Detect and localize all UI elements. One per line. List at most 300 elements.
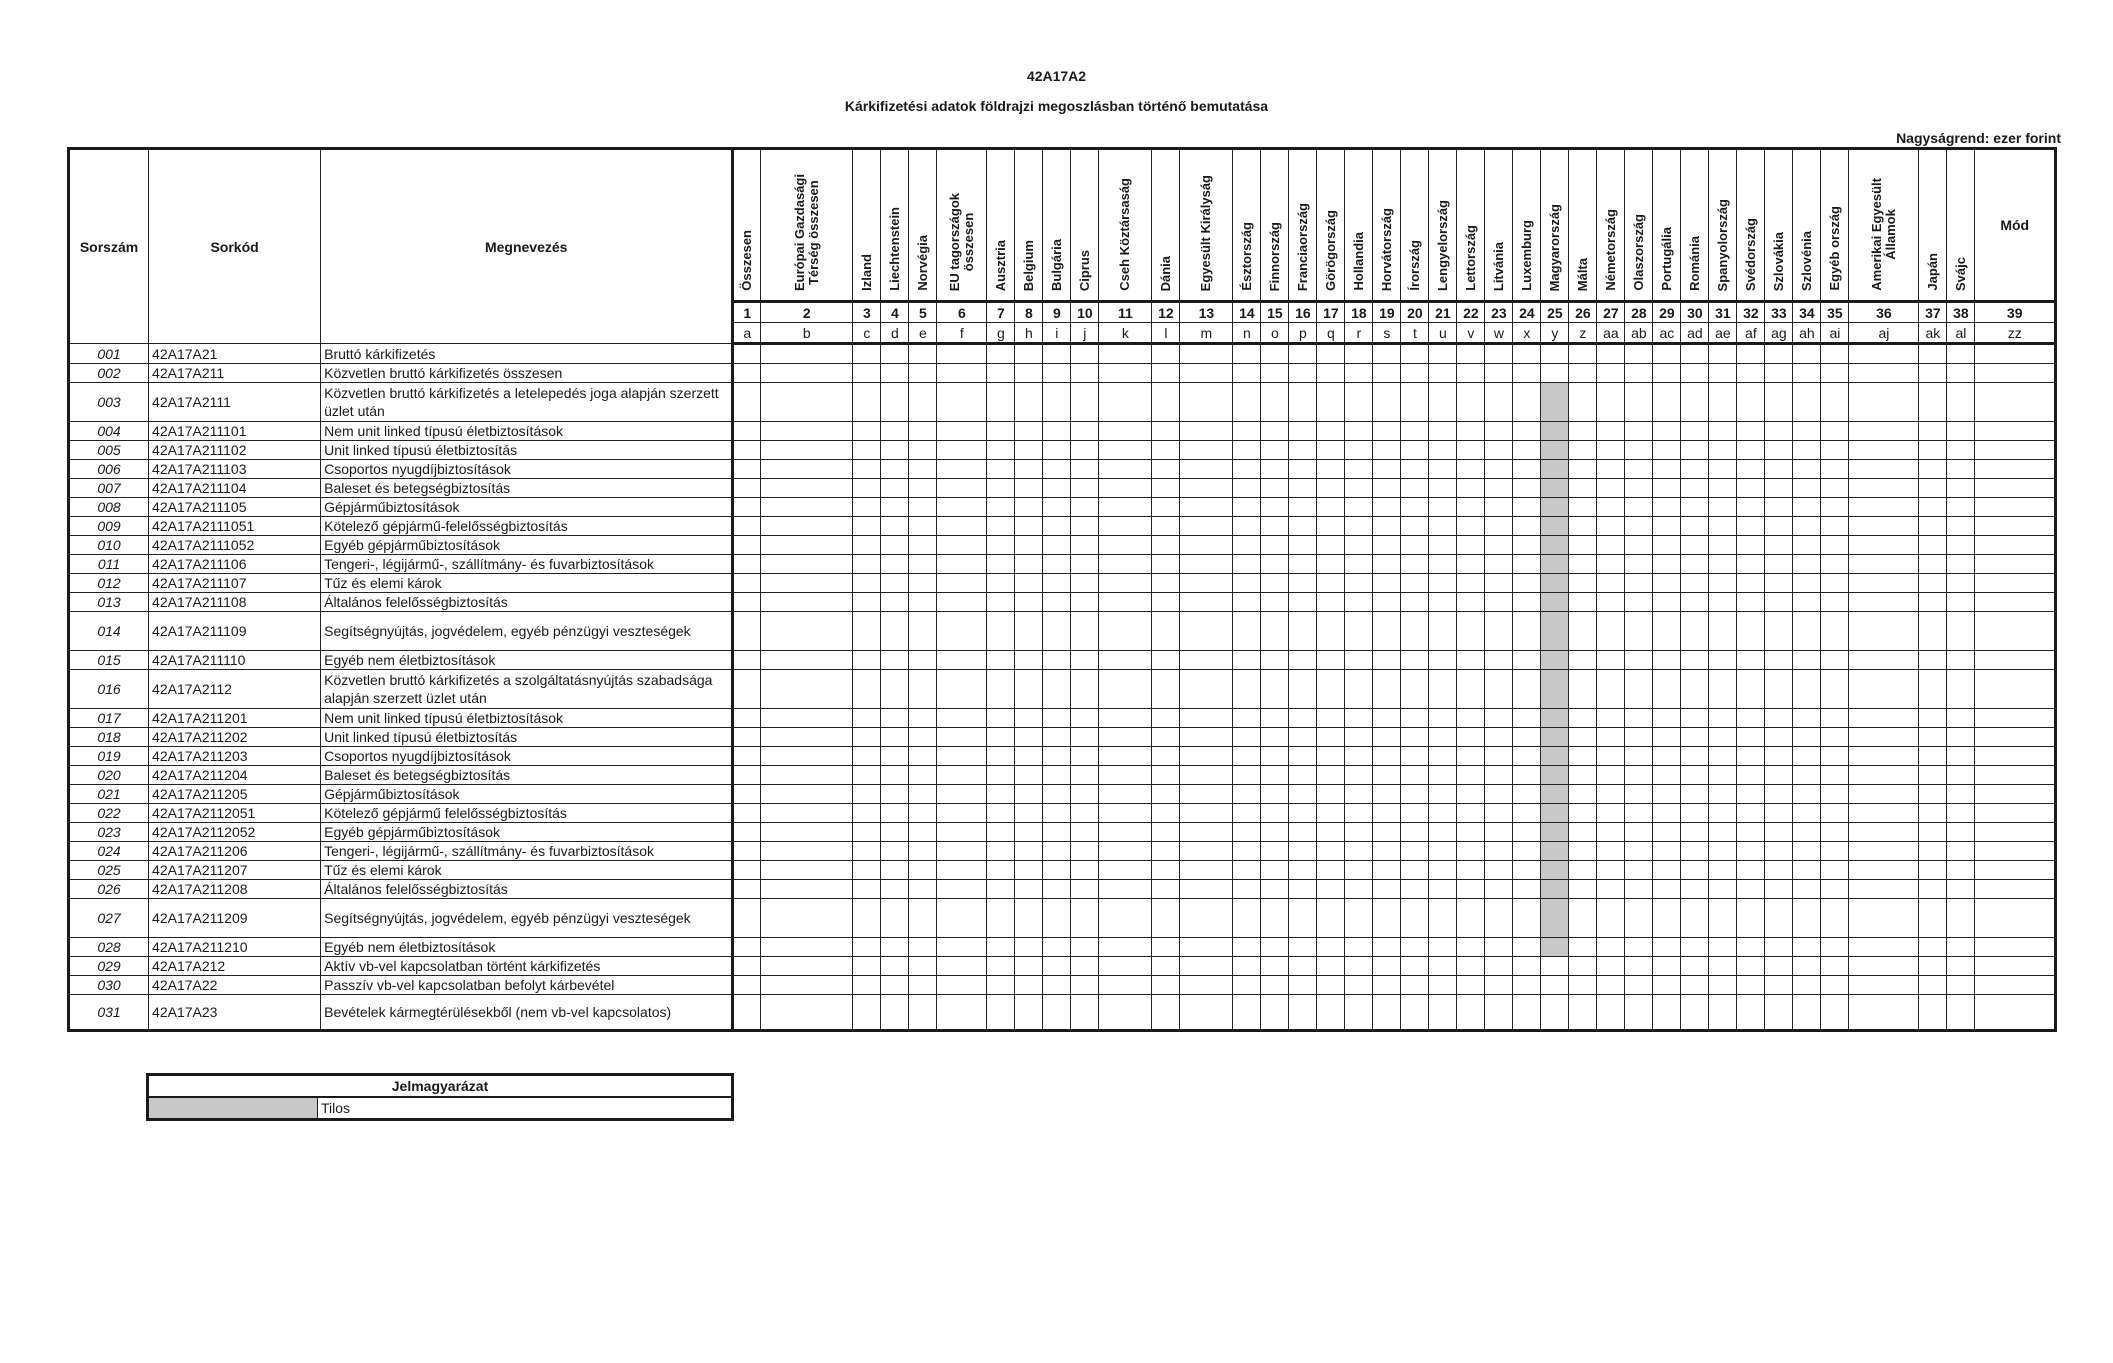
data-cell[interactable] (1485, 383, 1513, 422)
data-cell[interactable] (761, 842, 853, 861)
data-cell[interactable] (987, 364, 1015, 383)
data-cell[interactable] (1821, 880, 1849, 899)
data-cell[interactable] (1485, 995, 1513, 1031)
data-cell[interactable] (1765, 823, 1793, 842)
data-cell[interactable] (733, 593, 761, 612)
data-cell[interactable] (1457, 976, 1485, 995)
data-cell[interactable] (1653, 899, 1681, 938)
data-cell[interactable] (1373, 804, 1401, 823)
data-cell[interactable] (733, 344, 761, 364)
data-cell[interactable] (1821, 498, 1849, 517)
data-cell[interactable] (1793, 498, 1821, 517)
data-cell[interactable] (1289, 670, 1317, 709)
data-cell[interactable] (1681, 670, 1709, 709)
data-cell[interactable] (1569, 976, 1597, 995)
data-cell[interactable] (733, 728, 761, 747)
data-cell[interactable] (1429, 612, 1457, 651)
data-cell[interactable] (1849, 593, 1919, 612)
data-cell[interactable] (1457, 651, 1485, 670)
data-cell[interactable] (1099, 612, 1152, 651)
data-cell[interactable] (1152, 766, 1180, 785)
data-cell[interactable] (1099, 670, 1152, 709)
data-cell[interactable] (1681, 498, 1709, 517)
data-cell[interactable] (1793, 938, 1821, 957)
data-cell[interactable] (1597, 842, 1625, 861)
data-cell[interactable] (1043, 383, 1071, 422)
data-cell[interactable] (909, 441, 937, 460)
data-cell[interactable] (1737, 938, 1765, 957)
data-cell[interactable] (1653, 785, 1681, 804)
data-cell[interactable] (1919, 709, 1947, 728)
data-cell[interactable] (1625, 880, 1653, 899)
data-cell[interactable] (1015, 938, 1043, 957)
data-cell[interactable] (1709, 957, 1737, 976)
data-cell[interactable] (1821, 612, 1849, 651)
data-cell[interactable] (733, 670, 761, 709)
data-cell[interactable] (1345, 861, 1373, 880)
data-cell[interactable] (1597, 422, 1625, 441)
data-cell[interactable] (761, 460, 853, 479)
data-cell[interactable] (1099, 995, 1152, 1031)
data-cell[interactable] (1737, 728, 1765, 747)
data-cell[interactable] (1015, 804, 1043, 823)
data-cell[interactable] (1849, 804, 1919, 823)
data-cell[interactable] (1373, 766, 1401, 785)
data-cell[interactable] (1429, 536, 1457, 555)
data-cell[interactable] (1429, 383, 1457, 422)
data-cell[interactable] (1709, 823, 1737, 842)
data-cell[interactable] (1071, 498, 1099, 517)
data-cell[interactable] (1152, 957, 1180, 976)
data-cell[interactable] (1541, 976, 1569, 995)
data-cell[interactable] (1709, 536, 1737, 555)
data-cell[interactable] (1457, 766, 1485, 785)
data-cell[interactable] (987, 479, 1015, 498)
data-cell[interactable] (1485, 728, 1513, 747)
data-cell[interactable] (937, 728, 987, 747)
data-cell[interactable] (1071, 842, 1099, 861)
data-cell[interactable] (1261, 899, 1289, 938)
data-cell[interactable] (761, 938, 853, 957)
data-cell[interactable] (1947, 823, 1975, 842)
data-cell[interactable] (1485, 651, 1513, 670)
data-cell[interactable] (987, 861, 1015, 880)
data-cell[interactable] (1180, 479, 1233, 498)
data-cell[interactable] (1485, 460, 1513, 479)
data-cell[interactable] (1071, 344, 1099, 364)
data-cell[interactable] (1569, 498, 1597, 517)
data-cell[interactable] (853, 383, 881, 422)
data-cell[interactable] (1457, 728, 1485, 747)
data-cell[interactable] (761, 364, 853, 383)
data-cell[interactable] (761, 383, 853, 422)
data-cell[interactable] (1919, 842, 1947, 861)
data-cell[interactable] (1289, 517, 1317, 536)
data-cell[interactable] (1401, 880, 1429, 899)
data-cell[interactable] (1345, 995, 1373, 1031)
data-cell[interactable] (853, 957, 881, 976)
data-cell[interactable] (1947, 976, 1975, 995)
data-cell[interactable] (1180, 555, 1233, 574)
data-cell[interactable] (1569, 536, 1597, 555)
data-cell[interactable] (1793, 728, 1821, 747)
data-cell[interactable] (1737, 593, 1765, 612)
data-cell[interactable] (1071, 804, 1099, 823)
data-cell[interactable] (1821, 976, 1849, 995)
data-cell[interactable] (1152, 479, 1180, 498)
data-cell[interactable] (1821, 766, 1849, 785)
data-cell[interactable] (1513, 441, 1541, 460)
data-cell[interactable] (1975, 536, 2056, 555)
data-cell[interactable] (1373, 861, 1401, 880)
data-cell[interactable] (1373, 344, 1401, 364)
data-cell[interactable] (881, 383, 909, 422)
data-cell[interactable] (1793, 957, 1821, 976)
data-cell[interactable] (1099, 938, 1152, 957)
data-cell[interactable] (937, 498, 987, 517)
data-cell[interactable] (1737, 517, 1765, 536)
data-cell[interactable] (1043, 804, 1071, 823)
data-cell[interactable] (1261, 517, 1289, 536)
data-cell[interactable] (1513, 536, 1541, 555)
data-cell[interactable] (1152, 938, 1180, 957)
data-cell[interactable] (1975, 728, 2056, 747)
data-cell[interactable] (987, 766, 1015, 785)
data-cell[interactable] (1625, 574, 1653, 593)
data-cell[interactable] (1233, 593, 1261, 612)
data-cell[interactable] (909, 880, 937, 899)
data-cell[interactable] (1737, 709, 1765, 728)
data-cell[interactable] (1180, 460, 1233, 479)
data-cell[interactable] (1569, 804, 1597, 823)
data-cell[interactable] (1261, 842, 1289, 861)
data-cell[interactable] (1569, 957, 1597, 976)
data-cell[interactable] (1975, 517, 2056, 536)
data-cell[interactable] (1015, 976, 1043, 995)
data-cell[interactable] (1345, 842, 1373, 861)
data-cell[interactable] (987, 670, 1015, 709)
data-cell[interactable] (1653, 574, 1681, 593)
data-cell[interactable] (1401, 938, 1429, 957)
data-cell[interactable] (1099, 766, 1152, 785)
data-cell[interactable] (1793, 747, 1821, 766)
data-cell[interactable] (909, 555, 937, 574)
data-cell[interactable] (1043, 785, 1071, 804)
data-cell[interactable] (1793, 785, 1821, 804)
data-cell[interactable] (881, 364, 909, 383)
data-cell[interactable] (1793, 344, 1821, 364)
data-cell[interactable] (1737, 957, 1765, 976)
data-cell[interactable] (1099, 574, 1152, 593)
data-cell[interactable] (1345, 709, 1373, 728)
data-cell[interactable] (1015, 344, 1043, 364)
data-cell[interactable] (1653, 766, 1681, 785)
data-cell[interactable] (1793, 555, 1821, 574)
data-cell[interactable] (1261, 747, 1289, 766)
data-cell[interactable] (1233, 747, 1261, 766)
data-cell[interactable] (853, 766, 881, 785)
data-cell[interactable] (1457, 536, 1485, 555)
data-cell[interactable] (1849, 785, 1919, 804)
data-cell[interactable] (1233, 766, 1261, 785)
data-cell[interactable] (1737, 422, 1765, 441)
data-cell[interactable] (1709, 899, 1737, 938)
data-cell[interactable] (909, 364, 937, 383)
data-cell[interactable] (1485, 364, 1513, 383)
data-cell[interactable] (853, 709, 881, 728)
data-cell[interactable] (1681, 785, 1709, 804)
data-cell[interactable] (1919, 747, 1947, 766)
data-cell[interactable] (1373, 976, 1401, 995)
data-cell[interactable] (1401, 441, 1429, 460)
data-cell[interactable] (1793, 842, 1821, 861)
data-cell[interactable] (1261, 957, 1289, 976)
data-cell[interactable] (1625, 728, 1653, 747)
data-cell[interactable] (1401, 498, 1429, 517)
data-cell[interactable] (1180, 574, 1233, 593)
data-cell[interactable] (1180, 383, 1233, 422)
data-cell[interactable] (733, 555, 761, 574)
data-cell[interactable] (1919, 651, 1947, 670)
data-cell[interactable] (1737, 880, 1765, 899)
data-cell[interactable] (1485, 957, 1513, 976)
data-cell[interactable] (1233, 498, 1261, 517)
data-cell[interactable] (733, 536, 761, 555)
data-cell[interactable] (1485, 842, 1513, 861)
data-cell[interactable] (1765, 861, 1793, 880)
data-cell[interactable] (881, 785, 909, 804)
data-cell[interactable] (1457, 422, 1485, 441)
data-cell[interactable] (1261, 728, 1289, 747)
data-cell[interactable] (987, 957, 1015, 976)
data-cell[interactable] (1597, 785, 1625, 804)
data-cell[interactable] (1152, 861, 1180, 880)
data-cell[interactable] (1569, 842, 1597, 861)
data-cell[interactable] (1597, 823, 1625, 842)
data-cell[interactable] (1849, 498, 1919, 517)
data-cell[interactable] (937, 976, 987, 995)
data-cell[interactable] (733, 842, 761, 861)
data-cell[interactable] (1345, 536, 1373, 555)
data-cell[interactable] (1765, 593, 1793, 612)
data-cell[interactable] (1099, 517, 1152, 536)
data-cell[interactable] (1261, 344, 1289, 364)
data-cell[interactable] (1289, 823, 1317, 842)
data-cell[interactable] (1485, 536, 1513, 555)
data-cell[interactable] (1709, 880, 1737, 899)
data-cell[interactable] (1765, 555, 1793, 574)
data-cell[interactable] (1821, 670, 1849, 709)
data-cell[interactable] (1919, 536, 1947, 555)
data-cell[interactable] (1975, 460, 2056, 479)
data-cell[interactable] (937, 747, 987, 766)
data-cell[interactable] (1043, 976, 1071, 995)
data-cell[interactable] (1513, 899, 1541, 938)
data-cell[interactable] (1099, 899, 1152, 938)
data-cell[interactable] (987, 344, 1015, 364)
data-cell[interactable] (909, 938, 937, 957)
data-cell[interactable] (881, 574, 909, 593)
data-cell[interactable] (1849, 747, 1919, 766)
data-cell[interactable] (1289, 536, 1317, 555)
data-cell[interactable] (1180, 842, 1233, 861)
data-cell[interactable] (1485, 785, 1513, 804)
data-cell[interactable] (1043, 823, 1071, 842)
data-cell[interactable] (733, 785, 761, 804)
data-cell[interactable] (1849, 957, 1919, 976)
data-cell[interactable] (909, 460, 937, 479)
data-cell[interactable] (1152, 422, 1180, 441)
data-cell[interactable] (1709, 861, 1737, 880)
data-cell[interactable] (1289, 709, 1317, 728)
data-cell[interactable] (1261, 670, 1289, 709)
data-cell[interactable] (1653, 593, 1681, 612)
data-cell[interactable] (1345, 612, 1373, 651)
data-cell[interactable] (1345, 574, 1373, 593)
data-cell[interactable] (1849, 861, 1919, 880)
data-cell[interactable] (1429, 441, 1457, 460)
data-cell[interactable] (1975, 823, 2056, 842)
data-cell[interactable] (1071, 612, 1099, 651)
data-cell[interactable] (1180, 804, 1233, 823)
data-cell[interactable] (1821, 804, 1849, 823)
data-cell[interactable] (1152, 880, 1180, 899)
data-cell[interactable] (1485, 422, 1513, 441)
data-cell[interactable] (881, 498, 909, 517)
data-cell[interactable] (1401, 804, 1429, 823)
data-cell[interactable] (909, 498, 937, 517)
data-cell[interactable] (1485, 670, 1513, 709)
data-cell[interactable] (1317, 995, 1345, 1031)
data-cell[interactable] (1429, 976, 1457, 995)
data-cell[interactable] (853, 612, 881, 651)
data-cell[interactable] (1821, 651, 1849, 670)
data-cell[interactable] (1289, 574, 1317, 593)
data-cell[interactable] (1625, 612, 1653, 651)
data-cell[interactable] (1709, 995, 1737, 1031)
data-cell[interactable] (1513, 593, 1541, 612)
data-cell[interactable] (1919, 861, 1947, 880)
data-cell[interactable] (1289, 612, 1317, 651)
data-cell[interactable] (987, 460, 1015, 479)
data-cell[interactable] (1485, 709, 1513, 728)
data-cell[interactable] (1821, 460, 1849, 479)
data-cell[interactable] (1919, 364, 1947, 383)
data-cell[interactable] (1180, 651, 1233, 670)
data-cell[interactable] (1947, 441, 1975, 460)
data-cell[interactable] (1597, 995, 1625, 1031)
data-cell[interactable] (1625, 823, 1653, 842)
data-cell[interactable] (1569, 612, 1597, 651)
data-cell[interactable] (1849, 728, 1919, 747)
data-cell[interactable] (1737, 536, 1765, 555)
data-cell[interactable] (1152, 728, 1180, 747)
data-cell[interactable] (1947, 574, 1975, 593)
data-cell[interactable] (1261, 364, 1289, 383)
data-cell[interactable] (1821, 344, 1849, 364)
data-cell[interactable] (1289, 441, 1317, 460)
data-cell[interactable] (1765, 479, 1793, 498)
data-cell[interactable] (881, 995, 909, 1031)
data-cell[interactable] (1180, 536, 1233, 555)
data-cell[interactable] (1015, 747, 1043, 766)
data-cell[interactable] (1681, 995, 1709, 1031)
data-cell[interactable] (1152, 709, 1180, 728)
data-cell[interactable] (1569, 899, 1597, 938)
data-cell[interactable] (1015, 593, 1043, 612)
data-cell[interactable] (1429, 861, 1457, 880)
data-cell[interactable] (1457, 957, 1485, 976)
data-cell[interactable] (1681, 460, 1709, 479)
data-cell[interactable] (1289, 593, 1317, 612)
data-cell[interactable] (1625, 995, 1653, 1031)
data-cell[interactable] (733, 574, 761, 593)
data-cell[interactable] (1152, 383, 1180, 422)
data-cell[interactable] (1345, 460, 1373, 479)
data-cell[interactable] (1681, 804, 1709, 823)
data-cell[interactable] (987, 976, 1015, 995)
data-cell[interactable] (1457, 344, 1485, 364)
data-cell[interactable] (1233, 728, 1261, 747)
data-cell[interactable] (1071, 976, 1099, 995)
data-cell[interactable] (881, 670, 909, 709)
data-cell[interactable] (909, 823, 937, 842)
data-cell[interactable] (1737, 651, 1765, 670)
data-cell[interactable] (1737, 785, 1765, 804)
data-cell[interactable] (1765, 670, 1793, 709)
data-cell[interactable] (1401, 670, 1429, 709)
data-cell[interactable] (1485, 747, 1513, 766)
data-cell[interactable] (1681, 441, 1709, 460)
data-cell[interactable] (1597, 555, 1625, 574)
data-cell[interactable] (1569, 479, 1597, 498)
data-cell[interactable] (1429, 555, 1457, 574)
data-cell[interactable] (1345, 651, 1373, 670)
data-cell[interactable] (1233, 823, 1261, 842)
data-cell[interactable] (1709, 479, 1737, 498)
data-cell[interactable] (1947, 995, 1975, 1031)
data-cell[interactable] (853, 651, 881, 670)
data-cell[interactable] (1015, 555, 1043, 574)
data-cell[interactable] (1821, 383, 1849, 422)
data-cell[interactable] (1765, 498, 1793, 517)
data-cell[interactable] (1513, 574, 1541, 593)
data-cell[interactable] (1625, 709, 1653, 728)
data-cell[interactable] (1071, 709, 1099, 728)
data-cell[interactable] (1429, 957, 1457, 976)
data-cell[interactable] (1099, 555, 1152, 574)
data-cell[interactable] (937, 612, 987, 651)
data-cell[interactable] (1071, 441, 1099, 460)
data-cell[interactable] (733, 460, 761, 479)
data-cell[interactable] (1485, 479, 1513, 498)
data-cell[interactable] (1457, 785, 1485, 804)
data-cell[interactable] (1015, 785, 1043, 804)
data-cell[interactable] (1261, 651, 1289, 670)
data-cell[interactable] (1180, 957, 1233, 976)
data-cell[interactable] (1653, 823, 1681, 842)
data-cell[interactable] (1975, 709, 2056, 728)
data-cell[interactable] (987, 498, 1015, 517)
data-cell[interactable] (1513, 517, 1541, 536)
data-cell[interactable] (1345, 880, 1373, 899)
data-cell[interactable] (1373, 479, 1401, 498)
data-cell[interactable] (1793, 479, 1821, 498)
data-cell[interactable] (1849, 441, 1919, 460)
data-cell[interactable] (881, 536, 909, 555)
data-cell[interactable] (1261, 880, 1289, 899)
data-cell[interactable] (1429, 728, 1457, 747)
